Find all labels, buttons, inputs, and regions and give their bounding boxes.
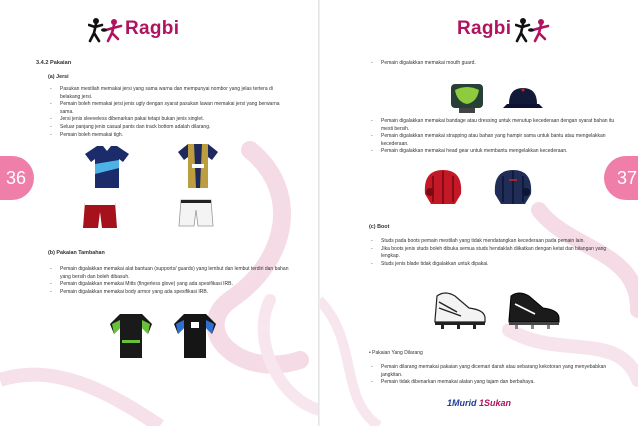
jersi-heading: (a) Jersi xyxy=(48,74,69,80)
list-item: - Pemain digalakkan memakai mouth guard. xyxy=(371,60,611,68)
rugby-boot-black-image xyxy=(503,290,563,330)
boot-bullet-list xyxy=(371,238,613,268)
list-item: - Pemain tidak dibenarkan memakai alatan yang tajam dan berbahaya. xyxy=(371,379,615,387)
list-item: - Pemain digalakkan memakai strapping atau bahan yang hampir sama untuk bantu atau mengelakkan kecederaan. xyxy=(371,133,615,148)
mouthguard-list xyxy=(371,60,611,68)
dilarang-bullet-list xyxy=(371,364,615,387)
list-item: - Jika boots jenis studs boleh dibuka semua studs hendaklah diikatkan dengan ketat dan bilangan yang lengkap. xyxy=(371,246,613,261)
logo-part-1: 1Murid xyxy=(447,398,477,408)
pakaian-dilarang-heading xyxy=(369,350,423,356)
list-item: - Pemain digalakkan memakai head gear untuk membantu mengelakkan kecederaan. xyxy=(371,148,615,156)
jersey-navy-image xyxy=(176,140,220,190)
list-item: - Seluar panjang jenis casual pants dan track bottom adalah dilarang. xyxy=(50,124,292,132)
list-item: - Pemain digalakkan memakai bandage atau dressing untuk menutup kecederaan dengan syarat bahan itu mesti bersih. xyxy=(371,118,615,133)
body-armor-blue-image xyxy=(172,310,218,360)
list-item: - Pemain digalakkan memakai Mitts (fingerless glove) yang ada spesifikasi IRB. xyxy=(50,281,290,289)
pakaian-dilarang-heading-text: Pakaian Yang Dilarang xyxy=(372,350,423,356)
list-item: - Pemain digalakkan memakai body armor yang ada spesifikasi IRB. xyxy=(50,289,290,297)
page-number-right: 37 xyxy=(617,168,638,188)
rugby-players-icon xyxy=(515,17,551,45)
tambahan-bullet-list xyxy=(50,266,290,296)
cap-image xyxy=(503,84,543,114)
headgear-navy-image xyxy=(489,166,537,210)
list-item: - Jersi jenis sleeveless dibenarkan pakai tetapi bukan jenis singlet. xyxy=(50,116,292,124)
1murid-1sukan-logo xyxy=(447,398,511,408)
list-item: - Pemain digalakkan memakai alat bantuan (supports/ guards) yang lembut dan lembut terdiri dan bahan yang bersih dan boleh dibasuh. xyxy=(50,266,290,281)
page-title-left: Ragbi xyxy=(125,18,180,39)
bullet-dot: • xyxy=(369,350,373,356)
rugby-boot-white-image xyxy=(429,290,489,330)
list-item: - Studs jenis blade tidak digalakkan untuk dipakai. xyxy=(371,261,613,269)
shorts-red-image xyxy=(82,200,118,230)
list-item: - Pemain dilarang memakai pakaian yang dicemari darah atau sebarang kekotoran yang menyebabkan jangkitan. xyxy=(371,364,615,379)
jersi-bullet-list xyxy=(50,86,292,139)
pakaian-tambahan-heading: (b) Pakaian Tambahan xyxy=(48,250,105,256)
body-armor-green-image xyxy=(108,310,154,360)
list-item: - Pemain boleh memakai jersi jenis ugly dengan syarat pasukan lawan memakai jersi yang berwarna sama. xyxy=(50,101,292,116)
section-heading: 3.4.2 Pakaian xyxy=(36,60,72,66)
page-number-left: 36 xyxy=(6,168,27,188)
headgear-red-image xyxy=(419,166,467,210)
page-title-right: Ragbi xyxy=(457,18,512,39)
boot-heading: (c) Boot xyxy=(369,224,390,230)
list-item: - Pasukan mestilah memakai jersi yang sama warna dan mempunyai nombor yang jelas tertera di belakang jersi. xyxy=(50,86,292,101)
logo-part-2: 1Sukan xyxy=(479,398,512,408)
shorts-white-image xyxy=(178,198,214,228)
list-item: - Pemain boleh memakai tigh. xyxy=(50,132,292,140)
headgear-bullet-list xyxy=(371,118,615,156)
list-item: - Studs pada boots pemain mestilah yang tidak mendatangkan kecederaan pada pemain lain. xyxy=(371,238,613,246)
rugby-players-icon xyxy=(88,17,124,45)
jersey-blue-image xyxy=(83,142,131,190)
mouthguard-image xyxy=(447,80,487,116)
right-page xyxy=(319,0,638,426)
